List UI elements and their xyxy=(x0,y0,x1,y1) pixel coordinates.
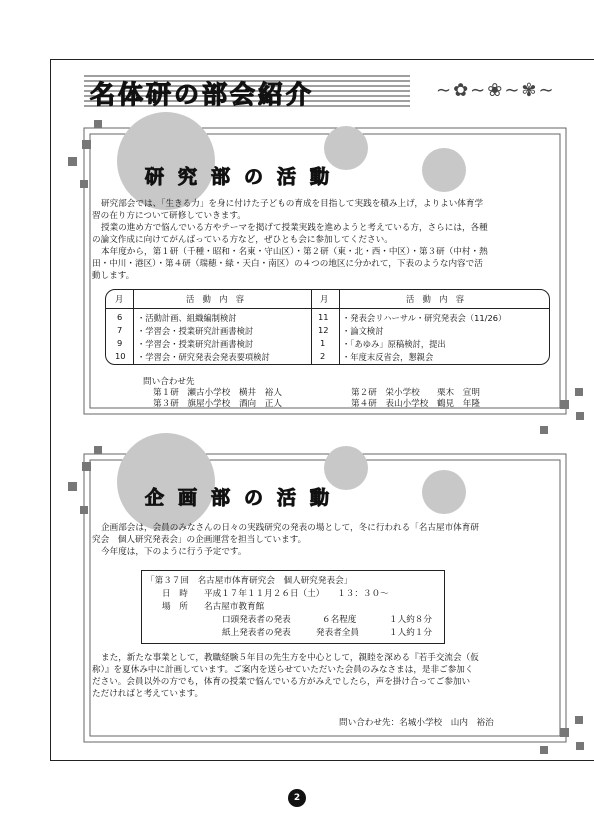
contact-entry: 第２研 栄小学校 栗木 宣明 xyxy=(351,388,480,398)
table-cell: ・論文検討 xyxy=(342,326,384,336)
kenkyu-section-title: 研究部の活動 xyxy=(145,166,344,188)
table-header-cell: 活 動 内 容 xyxy=(406,294,465,304)
kikaku-line: ただければと考えています。 xyxy=(92,689,204,699)
contact-entry: 第１研 瀬古小学校 横井 裕人 xyxy=(153,388,282,398)
kenkyu-line: 動します。 xyxy=(92,271,135,281)
kikaku-line: 企画部会は，会員のみなさんの日々の実践研究の発表の場として，冬に行われる「名古屋市体育研 xyxy=(101,523,479,533)
table-cell: 11 xyxy=(318,312,329,322)
event-date: 平成１７年１１月２６日（土） １３：３０～ xyxy=(204,589,389,599)
table-cell: ・学習会・研究発表会発表要項検討 xyxy=(137,352,270,362)
event-row1-label: 口頭発表者の発表 xyxy=(222,615,291,625)
kenkyu-line: 田・中川・港区）・第４研（瑞穂・緑・天白・南区）の４つの地区に分かれて，下表のような内容で活 xyxy=(92,259,483,269)
table-cell: ・「あゆみ」原稿検討，提出 xyxy=(342,339,446,349)
table-cell: 10 xyxy=(115,351,126,361)
table-cell: ・学習会・授業研究計画書検討 xyxy=(137,339,254,349)
kenkyu-line: 本年度から，第１研（千種・昭和・名東・守山区）・第２研（東・北・西・中区）・第３研（中村・熱 xyxy=(101,247,488,257)
activity-table xyxy=(105,289,550,365)
kikaku-line: 今年度は，下のように行う予定です。 xyxy=(101,547,247,557)
kenkyu-line: 研究部会では、「生きる力」を身に付けた子どもの育成を目指して実践を積み上げ，よりよい体育学 xyxy=(101,199,484,209)
table-cell: 9 xyxy=(117,338,123,348)
kenkyu-line: 習の在り方について研修していきます。 xyxy=(92,211,246,221)
event-row1-time: １人約８分 xyxy=(389,615,432,625)
table-header-cell: 月 xyxy=(320,294,329,304)
table-cell: ・発表会リハーサル・研究発表会（11/26） xyxy=(342,313,507,323)
table-cell: ・活動計画、組織編制検討 xyxy=(137,313,237,323)
kikaku-contact-text: 問い合わせ先：名城小学校 山内 裕治 xyxy=(339,718,494,728)
event-title: 「第３７回 名古屋市体育研究会 個人研究発表会」 xyxy=(146,576,353,586)
kikaku-line: 究会 個人研究発表会」の企画運営を担当しています。 xyxy=(92,535,307,545)
kikaku-line: また，新たな事業として，教職経験５年目の先生方を中心として，親睦を深める『若手交流会（仮 xyxy=(101,653,479,663)
table-cell: 1 xyxy=(320,338,326,348)
table-cell: 12 xyxy=(318,325,329,335)
table-cell: ・年度末反省会，懇親会 xyxy=(342,352,434,362)
deco-circle-small xyxy=(422,148,466,192)
contact-label: 問い合わせ先 xyxy=(143,377,195,387)
event-date-label: 日 時 xyxy=(162,589,188,599)
header-title: 名体研の部会紹介 xyxy=(90,80,315,109)
table-cell: 7 xyxy=(117,325,123,335)
event-row2-label: 紙上発表者の発表 xyxy=(222,628,291,638)
table-cell: 2 xyxy=(320,351,326,361)
kenkyu-line: 授業の進め方で悩んでいる方やテーマを掲げて授業実践を進めようと考えている方，さらには，各種 xyxy=(101,223,488,233)
event-place: 名古屋市教育館 xyxy=(204,602,265,612)
kenkyu-line: の論文作成に向けてがんばっている方など，ぜひとも会に参加してください。 xyxy=(92,235,393,245)
table-cell: 6 xyxy=(117,312,123,322)
event-row2-time: １人約１分 xyxy=(389,628,432,638)
kikaku-body xyxy=(92,522,554,558)
kikaku-line: ださい。会員以外の方でも，体育の授業で悩んでいる方がみえでしたら，声を掛け合ってご参加い xyxy=(92,677,471,687)
flower-decoration-icon: ∼✿∼❀∼✾∼ xyxy=(436,80,556,101)
table-cell: ・学習会・授業研究計画書検討 xyxy=(137,326,254,336)
deco-circle-large xyxy=(117,433,215,531)
deco-circle-large xyxy=(117,112,215,210)
table-header-cell: 月 xyxy=(115,294,124,304)
table-header-cell: 活 動 内 容 xyxy=(186,294,245,304)
kenkyu-body xyxy=(92,198,554,282)
kikaku-body-2 xyxy=(92,652,554,700)
kikaku-line: 称）』を夏休み中に計画しています。ご案内を送らせていただいた会員のみなさまは，是非ご参加く xyxy=(92,665,474,675)
deco-circle-small xyxy=(422,470,466,514)
event-row1-count: ６名程度 xyxy=(322,615,357,625)
event-row2-count: 発表者全員 xyxy=(316,628,359,638)
contact-entry: 第４研 表山小学校 鶴見 年隆 xyxy=(351,399,480,409)
event-place-label: 場 所 xyxy=(162,602,188,612)
page-number: 2 xyxy=(288,789,306,807)
kikaku-section-title: 企画部の活動 xyxy=(145,487,344,509)
event-box xyxy=(141,570,445,644)
contact-entry: 第３研 旗屋小学校 酒向 正人 xyxy=(153,399,282,409)
